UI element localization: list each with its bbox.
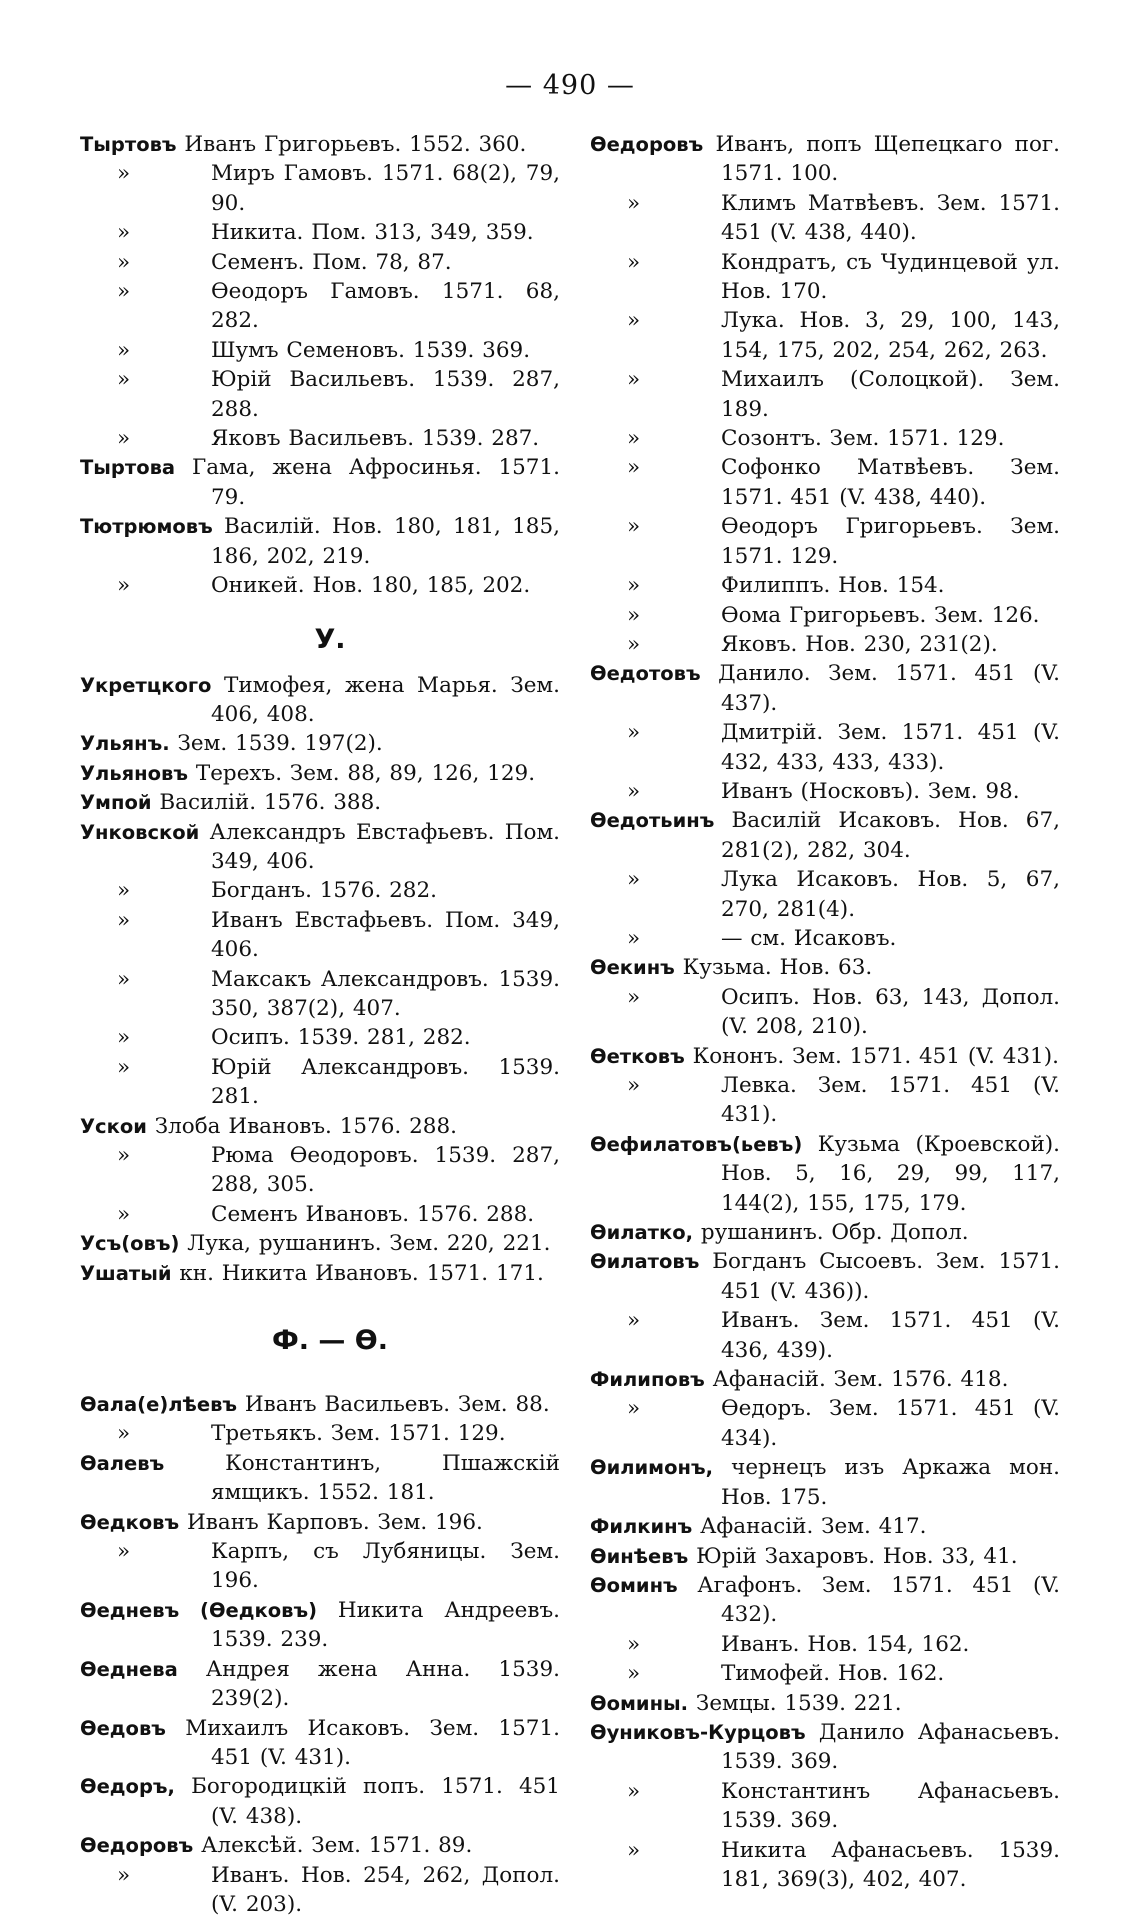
index-entry [590,248,1060,307]
index-column-right [590,130,1060,1894]
entry-headword: Ульянъ. [80,732,170,756]
entry-text: Злоба Ивановъ. 1576. 288. [146,1113,457,1139]
index-entry [590,601,1060,630]
entry-text: рушанинъ. Обр. Допол. [693,1220,969,1246]
ditto-mark: » [627,778,641,804]
index-entry [590,865,1060,924]
entry-headword: Ѳала(е)лѣевъ [80,1393,238,1417]
entry-text: Осипъ. 1539. 281, 282. [211,1025,471,1051]
entry-text: Юрій Захаровъ. Нов. 33, 41. [688,1543,1018,1569]
entry-text: Афанасій. Зем. 417. [692,1514,927,1540]
ditto-mark: » [627,984,641,1010]
entry-headword: Ѳефилатовъ(ьевъ) [590,1132,803,1156]
entry-headword: Ѳилимонъ, [590,1456,714,1480]
index-entry [590,306,1060,365]
entry-headword: Укретцкого [80,673,212,697]
entry-text: Данило. Зем. 1571. 451 (V. 437). [700,661,1060,716]
ditto-mark: » [117,161,131,187]
ditto-mark: » [627,455,641,481]
index-entry [590,659,1060,718]
ditto-mark: » [117,1862,131,1888]
entry-headword: Ѳедоровъ [80,1834,194,1858]
entry-text: Кононъ. Зем. 1571. 451 (V. 431). [684,1043,1059,1069]
entry-headword: Ѳетковъ [590,1044,685,1068]
index-entry [590,453,1060,512]
index-entry [80,1200,560,1229]
entry-text: Земцы. 1539. 221. [688,1690,902,1716]
entry-headword: Ѳалевъ [80,1451,165,1475]
ditto-mark: » [117,1201,131,1227]
entry-text: Кондратъ, съ Чудинцевой ул. Нов. 170. [721,249,1060,305]
index-entry [80,365,560,424]
ditto-mark: » [627,602,641,628]
ditto-mark: » [627,573,641,599]
entry-headword: Ульяновъ [80,761,189,785]
ditto-mark: » [117,367,131,393]
entry-headword: Ѳекинъ [590,956,675,980]
index-entry [80,906,560,965]
index-column-left [80,130,560,1919]
entry-text: Иванъ Григорьевъ. 1552. 360. [176,132,527,157]
entry-headword: Ѳилатовъ [590,1250,700,1274]
index-entry [80,1259,560,1288]
index-entry [590,1777,1060,1836]
entry-text: Иванъ, попъ Щепецкаго пог. 1571. 100. [703,132,1060,187]
ditto-mark: » [627,720,641,746]
entry-text: Иванъ Евстафьевъ. Пом. 349, 406. [211,907,560,963]
entry-text: Яковъ. Нов. 230, 231(2). [721,631,998,657]
section-heading: Ф. — Ѳ. [271,1325,389,1357]
index-entry [590,130,1060,189]
entry-text: Дмитрій. Зем. 1571. 451 (V. 432, 433, 433, 433). [721,720,1060,775]
entry-text: Алексѣй. Зем. 1571. 89. [193,1833,473,1859]
entry-headword: Ѳуниковъ-Курцовъ [590,1720,806,1744]
entry-text: Зем. 1539. 197(2). [169,731,383,757]
index-entry [80,512,560,571]
index-entry [590,1218,1060,1247]
ditto-mark: » [627,925,641,951]
index-entry [590,189,1060,248]
index-entry [590,1130,1060,1218]
entry-text: Афанасій. Зем. 1576. 418. [704,1367,1009,1393]
ditto-mark: » [117,1025,131,1051]
index-entry [590,1571,1060,1630]
entry-text: Иванъ. Нов. 254, 262, Допол. (V. 203). [211,1862,560,1917]
index-entry [80,1449,560,1508]
index-entry [80,1053,560,1112]
index-entry [590,1042,1060,1071]
ditto-mark: » [627,1631,641,1657]
entry-text: Тимофея, жена Марья. Зем. 406, 408. [211,672,560,727]
index-entry [80,788,560,817]
ditto-mark: » [627,1661,641,1687]
index-entry [590,1630,1060,1659]
ditto-mark: » [117,878,131,904]
section-heading: У. [314,623,346,655]
entry-text: Василій. Нов. 180, 181, 185, 186, 202, 219. [211,514,560,569]
ditto-mark: » [117,1054,131,1080]
entry-text: — см. Исаковъ. [721,925,897,951]
ditto-mark: » [117,1143,131,1168]
entry-headword: Ѳомины. [590,1691,689,1715]
index-entry [80,1419,560,1448]
entry-text: Третьякъ. Зем. 1571. 129. [211,1421,506,1447]
index-entry [80,336,560,365]
entry-headword: Ѳедковъ [80,1510,180,1534]
entry-headword: Тыртовъ [80,133,177,156]
index-entry [590,806,1060,865]
index-entry [80,1596,560,1655]
entry-headword: Филиповъ [590,1368,705,1392]
entry-text: Данило Афанасьевъ. 1539. 369. [721,1719,1060,1775]
index-entry [590,1542,1060,1571]
entry-text: Осипъ. Нов. 63, 143, Допол. (V. 208, 210). [721,984,1060,1040]
entry-text: Кузьма. Нов. 63. [674,955,873,981]
index-entry [80,571,560,600]
ditto-mark: » [627,249,641,275]
entry-text: Константинъ Афанасьевъ. 1539. 369. [721,1778,1060,1834]
index-entry [80,1714,560,1773]
entry-text: Юрій Васильевъ. 1539. 287, 288. [211,367,560,422]
entry-text: Иванъ. Зем. 1571. 451 (V. 436, 439). [721,1308,1060,1363]
index-entry [80,759,560,788]
entry-text: Оникей. Нов. 180, 185, 202. [211,573,531,599]
ditto-mark: » [627,190,641,216]
ditto-mark: » [117,1421,131,1447]
ditto-mark: » [627,1837,641,1863]
index-entry [590,953,1060,982]
entry-text: Филиппъ. Нов. 154. [721,573,945,599]
entry-headword: Ѳилатко, [590,1221,694,1245]
index-entry [80,453,560,512]
entry-text: кн. Никита Ивановъ. 1571. 171. [171,1260,544,1286]
entry-text: Яковъ Васильевъ. 1539. 287. [211,426,540,452]
entry-headword: Тыртова [80,456,176,480]
index-entry [80,729,560,758]
entry-text: Левка. Зем. 1571. 451 (V. 431). [721,1073,1060,1128]
index-entry [80,818,560,877]
index-entry [590,1512,1060,1541]
entry-text: Василій Исаковъ. Нов. 67, 281(2), 282, 304. [714,808,1060,863]
entry-text: Лука, рушанинъ. Зем. 220, 221. [179,1231,551,1257]
entry-headword: Ѳинѣевъ [590,1544,689,1568]
index-entry [590,365,1060,424]
entry-text: Богородицкій попъ. 1571. 451 (V. 438). [174,1774,560,1829]
entry-text: Михаилъ (Солоцкой). Зем. 189. [721,367,1060,422]
index-entry [80,130,560,159]
index-entry [590,512,1060,571]
index-entry [80,1655,560,1714]
entry-text: Семенъ Ивановъ. 1576. 288. [211,1201,535,1227]
entry-text: Никита Андреевъ. 1539. 239. [211,1597,561,1653]
entry-text: Иванъ. Нов. 154, 162. [721,1631,970,1657]
index-entry [80,1537,560,1596]
ditto-mark: » [117,1539,131,1565]
entry-headword: Ѳеднева [80,1657,178,1681]
ditto-mark: » [627,1778,641,1804]
ditto-mark: » [117,337,131,363]
ditto-mark: » [117,573,131,599]
entry-text: Семенъ. Пом. 78, 87. [211,249,452,275]
entry-text: Василій. 1576. 388. [151,790,382,816]
index-entry [590,424,1060,453]
entry-headword: Ушатый [80,1261,172,1285]
entry-text: Агафонъ. Зем. 1571. 451 (V. 432). [677,1572,1060,1628]
entry-text: Ѳедоръ. Зем. 1571. 451 (V. 434). [721,1396,1060,1451]
entry-text: Гама, жена Афросинья. 1571. 79. [175,455,560,510]
entry-headword: Унковской [80,820,200,844]
entry-text: Кузьма (Кроевской). Нов. 5, 16, 29, 99, 117, 144(2), 155, 175, 179. [721,1131,1060,1216]
entry-text: Лука. Нов. 3, 29, 100, 143, 154, 175, 202, 254, 262, 263. [721,308,1060,363]
index-entry [80,1023,560,1052]
entry-text: чернецъ изъ Аркажа мон. Нов. 175. [713,1455,1060,1510]
entry-text: Богданъ. 1576. 282. [211,878,437,904]
index-entry [80,965,560,1024]
index-entry [80,1772,560,1831]
ditto-mark: » [627,1396,641,1422]
index-entry [590,1659,1060,1688]
entry-text: Климъ Матвѣевъ. Зем. 1571. 451 (V. 438, 440). [721,190,1060,246]
entry-text: Никита Афанасьевъ. 1539. 181, 369(3), 402, 407. [721,1837,1060,1892]
ditto-mark: » [117,279,131,305]
entry-headword: Тютрюмовъ [80,515,213,539]
index-entry [590,718,1060,777]
index-entry [590,1453,1060,1512]
entry-text: Михаилъ Исаковъ. Зем. 1571. 451 (V. 431). [165,1715,560,1770]
index-entry [590,1071,1060,1130]
index-entry [590,1306,1060,1365]
index-entry [80,1390,560,1419]
index-entry [590,1247,1060,1306]
entry-text: Константинъ, Пшажскій ямщикъ. 1552. 181. [164,1450,560,1506]
ditto-mark: » [117,426,131,452]
entry-text: Иванъ (Носковъ). Зем. 98. [721,778,1020,804]
index-entry [590,1365,1060,1394]
page-number: — 490 — [505,70,635,101]
index-entry [590,777,1060,806]
index-entry [80,1831,560,1860]
ditto-mark: » [117,966,131,992]
entry-text: Иванъ Карповъ. Зем. 196. [179,1509,483,1535]
index-entry [80,1508,560,1537]
entry-text: Лука Исаковъ. Нов. 5, 67, 270, 281(4). [721,867,1060,922]
index-entry [80,876,560,905]
index-entry [80,1861,560,1919]
entry-text: Никита. Пом. 313, 349, 359. [211,220,534,246]
index-entry [80,218,560,247]
entry-text: Софонко Матвѣевъ. Зем. 1571. 451 (V. 438, 440). [721,455,1060,510]
ditto-mark: » [627,1308,641,1334]
ditto-mark: » [627,367,641,393]
index-entry [590,1689,1060,1718]
index-entry [590,983,1060,1042]
entry-headword: Ѳедоровъ [590,133,704,156]
entry-headword: Ѳоминъ [590,1573,678,1597]
entry-text: Карпъ, съ Лубяницы. Зем. 196. [211,1539,560,1594]
entry-headword: Ѳедотьинъ [590,809,715,833]
ditto-mark: » [117,220,131,246]
entry-headword: Ѳедотовъ [590,662,701,686]
ditto-mark: » [627,631,641,657]
entry-text: Иванъ Васильевъ. Зем. 88. [237,1392,550,1418]
ditto-mark: » [627,1073,641,1098]
index-entry [80,159,560,218]
entry-headword: Ѳедовъ [80,1716,166,1740]
ditto-mark: » [117,249,131,275]
index-entry [590,1836,1060,1895]
entry-text: Ѳеодоръ Григорьевъ. Зем. 1571. 129. [721,514,1060,569]
ditto-mark: » [117,907,131,933]
index-entry [80,248,560,277]
index-entry [80,1229,560,1258]
entry-headword: Ѳедневъ (Ѳедковъ) [80,1598,318,1622]
entry-text: Ѳома Григорьевъ. Зем. 126. [721,602,1040,628]
index-entry [590,630,1060,659]
entry-headword: Умпой [80,791,152,815]
entry-text: Рюма Ѳеодоровъ. 1539. 287, 288, 305. [211,1143,560,1198]
entry-headword: Ѳедоръ, [80,1775,175,1799]
entry-text: Тимофей. Нов. 162. [721,1661,945,1687]
index-entry [80,1112,560,1141]
index-entry [590,571,1060,600]
index-entry [80,277,560,336]
entry-text: Богданъ Сысоевъ. Зем. 1571. 451 (V. 436)). [699,1249,1060,1304]
index-entry [590,924,1060,953]
entry-text: Ѳеодоръ Гамовъ. 1571. 68, 282. [211,279,560,334]
index-entry [80,1141,560,1200]
entry-text: Юрій Александровъ. 1539. 281. [211,1054,560,1110]
entry-text: Максакъ Александровъ. 1539. 350, 387(2), 407. [211,966,560,1021]
ditto-mark: » [627,308,641,334]
ditto-mark: » [627,514,641,540]
ditto-mark: » [627,867,641,893]
entry-text: Терехъ. Зем. 88, 89, 126, 129. [188,760,536,786]
index-entry [590,1394,1060,1453]
entry-text: Миръ Гамовъ. 1571. 68(2), 79, 90. [211,161,560,216]
entry-text: Созонтъ. Зем. 1571. 129. [721,426,1005,452]
entry-text: Александръ Евстафьевъ. Пом. 349, 406. [199,819,560,874]
entry-text: Андрея жена Анна. 1539. 239(2). [177,1656,560,1712]
index-entry [80,424,560,453]
entry-text: Шумъ Семеновъ. 1539. 369. [211,337,531,363]
entry-headword: Ускои [80,1114,147,1138]
ditto-mark: » [627,426,641,452]
entry-headword: Усъ(овъ) [80,1232,180,1256]
index-entry [590,1718,1060,1777]
entry-headword: Филкинъ [590,1515,693,1539]
index-entry [80,671,560,730]
